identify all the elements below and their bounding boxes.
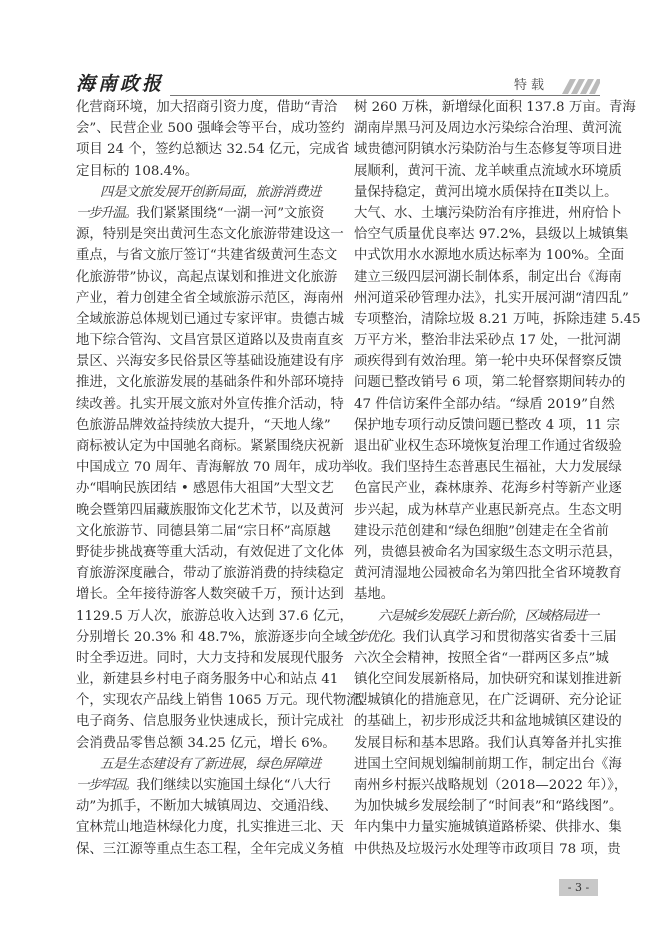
text-line: 步兴起，成为林草产业惠民新亮点。生态文明 [354,502,622,518]
text-line: 产业，着力创建全省全域旅游示范区，海南州 [76,290,344,306]
article-column-left [76,97,374,860]
text-line: 问题已整改销号 6 项，第二轮督察期间转办的 [354,375,626,391]
text-line: 域贵德河阴镇水污染防治与生态修复等项目进 [354,142,622,158]
text-line: 1129.5 万人次，旅游总收入达到 37.6 亿元， [76,608,353,624]
text-line: 晚会暨第四届藏族服饰文化艺术节，以及黄河 [76,502,344,518]
text-line: 黄河清湿地公园被命名为第四批全省环境教育 [354,566,622,582]
text-line: 发展目标和基本思路。我们认真筹备并扎实推 [354,735,622,751]
text-line [354,627,617,648]
text-line: 为加快城乡发展绘制了“时间表”和“路线图”。 [354,799,623,815]
text-line: 量保持稳定，黄河出境水质保持在Ⅱ类以上。 [354,184,618,200]
text-line: 基地。 [354,587,395,603]
lead-in-phrase: 步优化。 [354,629,403,645]
text-line: 源，特别是突出黄河生态文化旅游带建设这一 [76,227,344,243]
text-line: 重点，与省文旅厅签订“共建省级黄河生态文 [76,248,338,264]
text-line: 年内集中力量实施城镇道路桥梁、供排水、集 [354,820,622,836]
text-line: 推进，文化旅游发展的基础条件和外部环境持 [76,375,344,391]
text-line: 湖南岸黑马河及周边水污染综合治理、黄河流 [354,121,622,137]
lead-in-phrase: 一步升温。 [76,205,137,221]
text-line: 续改善。扎实开展文旅对外宣传推介活动，特 [76,396,344,412]
text-line: 定目标的 108.4%。 [76,163,199,179]
text-line: 宜林荒山地造林绿化力度，扎实推进三北、天 [76,820,344,836]
text-line: 中供热及垃圾污水处理等市政项目 78 项，贵 [354,841,621,857]
text-line: 的基础上，初步形成泛共和盆地城镇区建设的 [354,714,622,730]
text-line [76,182,320,203]
text-line: 项目 24 个，签约总额达 32.54 亿元，完成省 [76,142,350,158]
section-label: 特载 [514,78,549,93]
paragraph [76,182,374,754]
text-line: 列，贵德县被命名为国家级生态文明示范县， [354,544,622,560]
article-column-right [354,97,641,860]
text-line [76,203,325,224]
text-line: 大气、水、土壤污染防治有序推进，州府恰卜 [354,205,622,221]
text-line: 建立三级四层河湖长制体系，制定出台《海南 [354,269,622,285]
text-line [76,754,320,775]
paragraph [354,606,628,860]
text-line: 动”为抓手，不断加大城镇周边、交通沿线、 [76,799,338,815]
text-line: 州河道采砂管理办法》，扎实开展河湖“清四乱” [354,290,629,306]
text-line [76,775,331,796]
line-text: 我们认真学习和贯彻落实省委十三届 [402,629,617,645]
lead-in-phrase: 一步牢固。 [76,778,137,793]
header-stripes-decoration [556,79,600,94]
text-line: 野徒步挑战赛等重大活动，有效促进了文化体 [76,544,344,560]
text-line: 业，新建县乡村电子商务服务中心和站点 41 [76,672,339,688]
line-text: 我们继续以实施国土绿化“八大行 [136,778,331,793]
header-rule [170,95,600,96]
text-line: 会消费品零售总额 34.25 亿元，增长 6%。 [76,735,336,751]
masthead-logo: 海南政报 [76,73,165,95]
lead-in-phrase: 六是城乡发展跃上新台阶，区域格局进一 [378,608,598,624]
paragraph [354,97,641,606]
text-line: 47 件信访案件全部办结。“绿盾 2019”自然 [354,396,615,412]
text-line: 中式饮用水水源地水质达标率为 100%。全面 [354,248,625,264]
text-line: 育旅游深度融合，带动了旅游消费的持续稳定 [76,566,344,582]
text-line: 收。我们坚持生态普惠民生福祉，大力发展绿 [354,460,622,476]
text-line: 会”、民营企业 500 强峰会等平台，成功签约 [76,121,345,137]
text-line: 恰空气质量优良率达 97.2%，县级以上城镇集 [354,227,629,243]
text-line: 办“唱响民族团结 • 感恩伟大祖国”大型文艺 [76,481,334,497]
text-line: 色富民产业，森林康养、花海乡村等新产业逐 [354,481,622,497]
text-line: 镇化空间发展新格局，加快研究和谋划推进新 [354,672,622,688]
text-line: 退出矿业权生态环境恢复治理工作通过省级验 [354,439,622,454]
text-line: 文化旅游节、同德县第二届“宗日杯”高原越 [76,523,331,539]
text-line: 型城镇化的措施意见，在广泛调研、充分论证 [354,693,622,709]
text-line: 景区、兴海安多民俗景区等基础设施建设有序 [76,354,344,370]
text-line: 展顺利，黄河干流、龙羊峡重点流域水环境质 [354,163,622,179]
text-line: 树 260 万株，新增绿化面积 137.8 万亩。青海 [354,100,636,115]
text-line: 建设示范创建和“绿色细胞”创建走在全省前 [354,523,609,539]
text-line: 个，实现农产品线上销售 1065 万元。现代物流、 [76,693,374,709]
page-number: - 3 - [559,879,598,896]
text-line: 地下综合管沟、文昌宫景区道路以及贵南直亥 [76,333,344,349]
text-line: 保护地专项行动反馈问题已整改 4 项，11 宗 [354,417,620,433]
paragraph [76,97,350,182]
paragraph [76,754,344,860]
text-line: 化营商环境，加大招商引资力度，借助“青洽 [76,100,338,115]
text-line: 六次全会精神，按照全省“一群两区多点”城 [354,650,609,666]
text-line: 电子商务、信息服务业快速成长，预计完成社 [76,714,344,730]
text-line: 增长。全年接待游客人数突破千万，预计达到 [76,587,344,603]
text-line: 专项整治，清除垃圾 8.21 万吨，拆除违建 5.45 [354,311,641,327]
text-line: 分别增长 20.3% 和 48.7%，旅游逐步向全域全 [76,629,362,645]
text-line: 保、三江源等重点生态工程，全年完成义务植 [76,841,344,857]
text-line: 中国成立 70 周年、青海解放 70 周年，成功举 [76,460,355,476]
lead-in-phrase: 五是生态建设有了新进展，绿色屏障进 [100,756,320,772]
text-line: 南州乡村振兴战略规划（2018—2022 年）》， [354,778,628,793]
text-line: 化旅游带”协议，高起点谋划和推进文化旅游 [76,269,338,285]
text-line: 顽疾得到有效治理。第一轮中央环保督察反馈 [354,354,622,370]
lead-in-phrase: 四是文旅发展开创新局面，旅游消费进 [100,184,320,200]
text-line: 进国土空间规划编制前期工作，制定出台《海 [354,756,622,772]
text-line [354,606,598,627]
line-text: 我们紧紧围绕“一湖一河”文旅资 [136,205,325,221]
text-line: 全域旅游总体规划已通过专家评审。贵德古城 [76,311,344,327]
text-line: 色旅游品牌效益持续放大提升，“天地人缘” [76,417,331,433]
text-line: 商标被认定为中国驰名商标。紧紧围绕庆祝新 [76,439,344,454]
text-line: 万平方米，整治非法采砂点 17 处，一批河湖 [354,333,621,349]
text-line: 时全季迈进。同时，大力支持和发展现代服务 [76,650,344,666]
